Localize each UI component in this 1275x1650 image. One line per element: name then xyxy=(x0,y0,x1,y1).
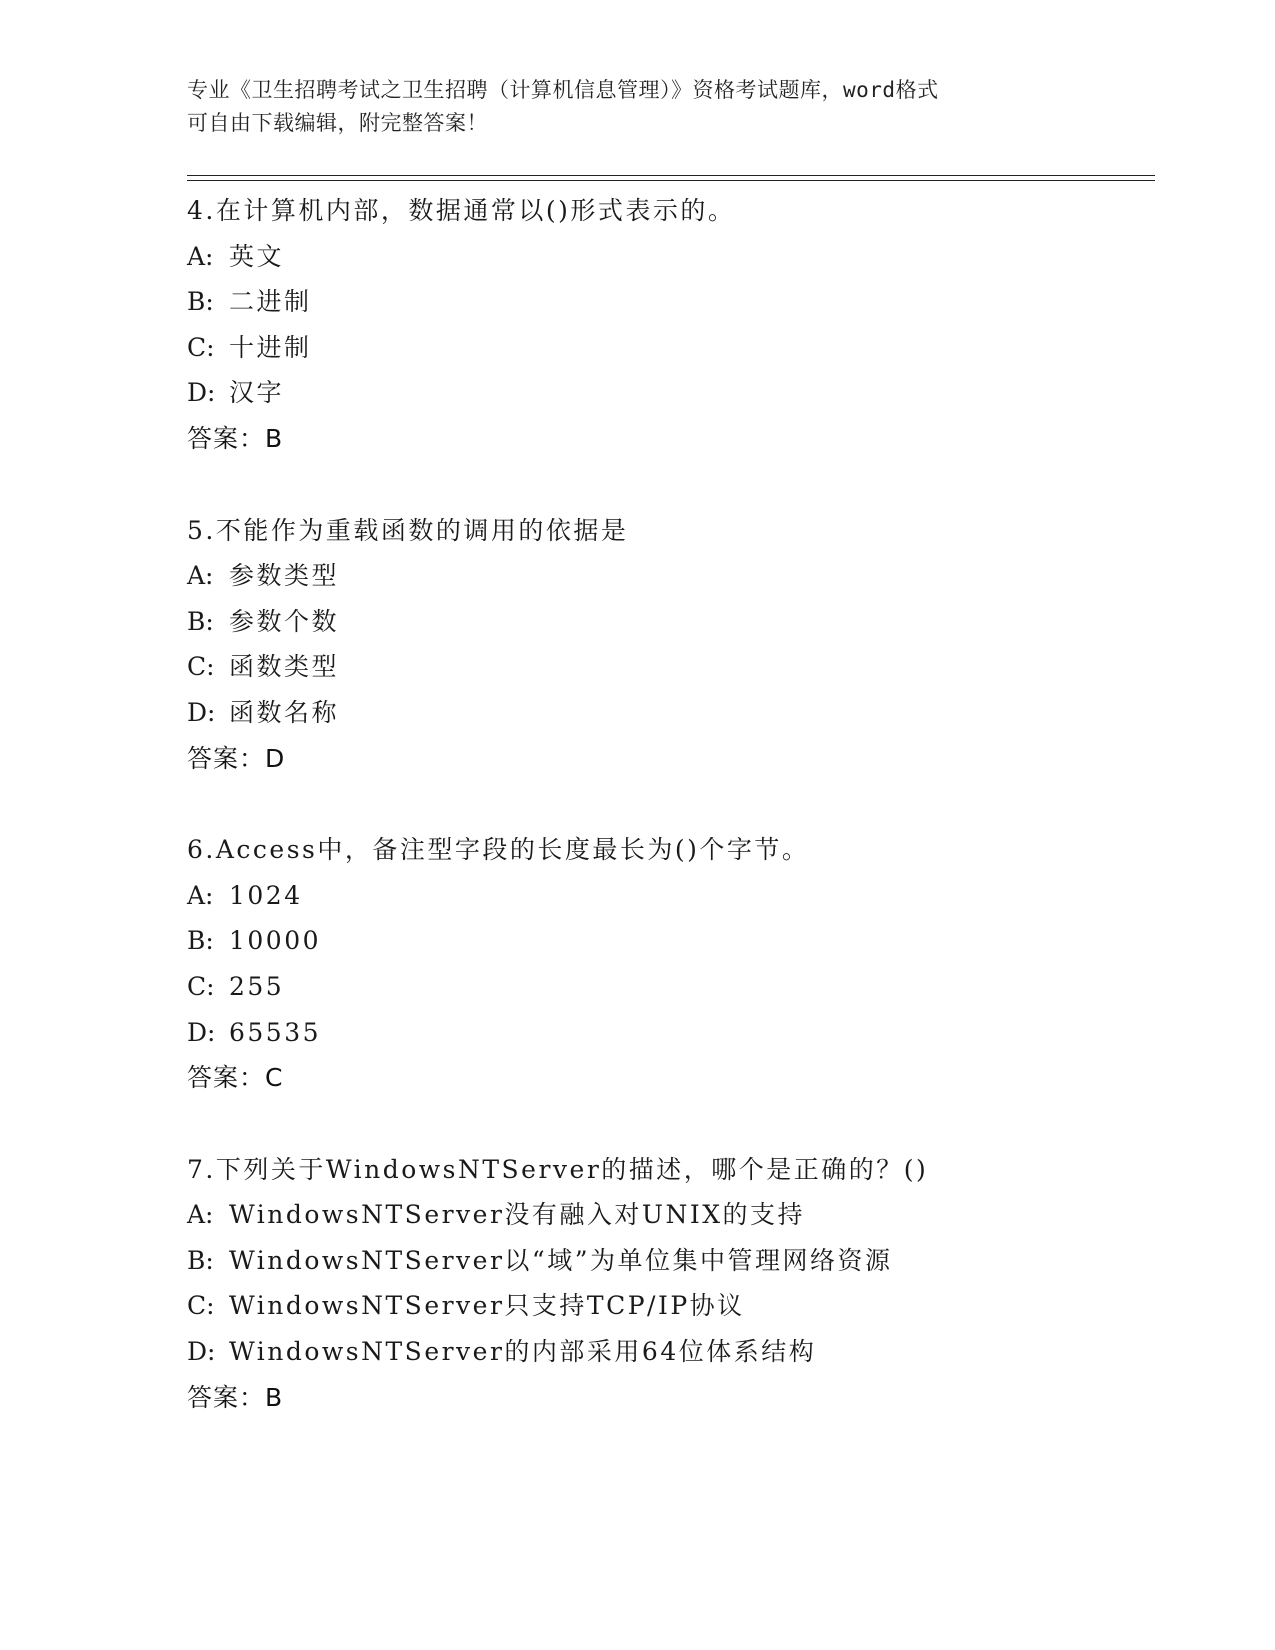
question-4 xyxy=(187,188,1155,462)
option-d xyxy=(187,370,1155,416)
answer: 答案：B xyxy=(187,423,284,453)
option-label: B: xyxy=(187,926,214,956)
option-text: 参数个数 xyxy=(229,606,340,636)
question-6 xyxy=(187,827,1155,1101)
option-label: A: xyxy=(187,880,214,910)
question-text: 6.Access中，备注型字段的长度最长为()个字节。 xyxy=(187,835,810,865)
answer: 答案：D xyxy=(187,743,286,773)
option-b xyxy=(187,1238,1155,1284)
option-label: C: xyxy=(187,971,215,1001)
question-text: 4.在计算机内部，数据通常以()形式表示的。 xyxy=(187,196,736,225)
option-text: 二进制 xyxy=(229,287,312,317)
option-text: 函数名称 xyxy=(229,697,340,727)
header-divider-top xyxy=(187,175,1155,176)
option-label: B: xyxy=(187,606,214,636)
option-text: 10000 xyxy=(229,926,322,956)
question-list xyxy=(187,188,1155,1466)
option-label: A: xyxy=(187,241,214,271)
option-text: WindowsNTServer以“域”为单位集中管理网络资源 xyxy=(229,1245,893,1275)
option-label: A: xyxy=(187,1200,214,1230)
option-text: 汉字 xyxy=(229,378,285,408)
option-text: 255 xyxy=(229,971,285,1001)
question-text: 7.下列关于WindowsNTServer的描述，哪个是正确的？() xyxy=(187,1154,929,1184)
header-line-2: 可自由下载编辑，附完整答案！ xyxy=(187,111,488,135)
document-header xyxy=(187,74,1087,140)
option-b xyxy=(187,599,1155,645)
option-label: B: xyxy=(187,1245,214,1275)
question-text: 5.不能作为重载函数的调用的依据是 xyxy=(187,515,629,545)
option-a xyxy=(187,234,1155,280)
option-a xyxy=(187,873,1155,919)
option-text: 十进制 xyxy=(229,332,312,362)
option-c xyxy=(187,325,1155,371)
answer: 答案：C xyxy=(187,1063,284,1093)
option-label: B: xyxy=(187,287,214,317)
option-text: WindowsNTServer的内部采用64位体系结构 xyxy=(229,1337,817,1367)
option-label: D: xyxy=(187,378,216,408)
option-text: 英文 xyxy=(229,241,285,271)
option-b xyxy=(187,918,1155,964)
option-label: D: xyxy=(187,1017,216,1047)
question-5 xyxy=(187,508,1155,782)
option-text: WindowsNTServer只支持TCP/IP协议 xyxy=(229,1291,745,1321)
option-c xyxy=(187,964,1155,1010)
option-d xyxy=(187,1010,1155,1056)
option-label: D: xyxy=(187,697,216,727)
option-b xyxy=(187,279,1155,325)
option-label: D: xyxy=(187,1337,216,1367)
option-a xyxy=(187,1192,1155,1238)
option-label: C: xyxy=(187,652,215,682)
option-a xyxy=(187,553,1155,599)
answer: 答案：B xyxy=(187,1382,284,1412)
option-c xyxy=(187,644,1155,690)
option-d xyxy=(187,690,1155,736)
option-c xyxy=(187,1283,1155,1329)
option-text: WindowsNTServer没有融入对UNIX的支持 xyxy=(229,1200,806,1230)
option-text: 65535 xyxy=(229,1017,322,1047)
option-label: C: xyxy=(187,1291,215,1321)
option-label: C: xyxy=(187,332,215,362)
header-divider-bottom xyxy=(187,180,1155,181)
header-line-1: 专业《卫生招聘考试之卫生招聘（计算机信息管理）》资格考试题库，word格式 xyxy=(187,78,939,102)
option-text: 函数类型 xyxy=(229,652,340,682)
option-text: 1024 xyxy=(229,880,303,910)
option-label: A: xyxy=(187,561,214,591)
option-text: 参数类型 xyxy=(229,561,340,591)
option-d xyxy=(187,1329,1155,1375)
question-7 xyxy=(187,1147,1155,1421)
